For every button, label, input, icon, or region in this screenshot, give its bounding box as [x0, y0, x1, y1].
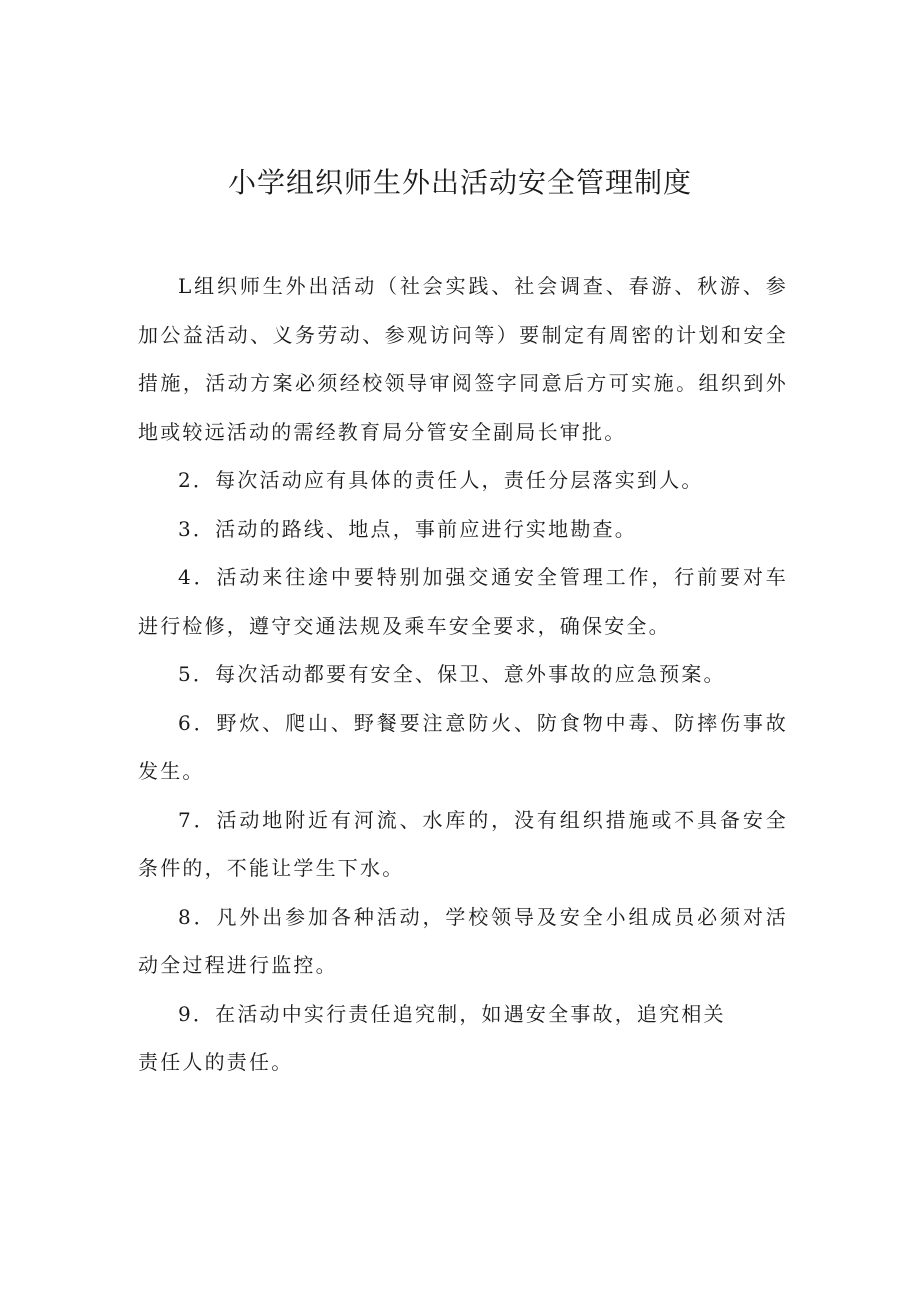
page-title: 小学组织师生外出活动安全管理制度 — [227, 166, 692, 199]
paragraph-4: 4．活动来往途中要特别加强交通安全管理工作，行前要对车进行检修，遵守交通法规及乘车安全要求，确保安全。 — [138, 565, 788, 638]
paragraph-9-continuation: 责任人的责任。 — [138, 1050, 294, 1074]
paragraph-5: 5．每次活动都要有安全、保卫、意外事故的应急预案。 — [178, 662, 726, 686]
paragraph-2: 2．每次活动应有具体的责任人，责任分层落实到人。 — [178, 468, 704, 492]
paragraph-6: 6．野炊、爬山、野餐要注意防火、防食物中毒、防摔伤事故发生。 — [138, 710, 788, 783]
paragraph-7: 7．活动地附近有河流、水库的，没有组织措施或不具备安全条件的，不能让学生下水。 — [138, 807, 788, 880]
document-body — [138, 262, 788, 1087]
paragraph-3: 3．活动的路线、地点，事前应进行实地勘查。 — [178, 516, 637, 541]
paragraph-9: 9．在活动中实行责任追究制，如遇安全事故，追究相关 — [178, 1001, 726, 1026]
paragraph-1: L组织师生外出活动（社会实践、社会调查、春游、秋游、参加公益活动、义务劳动、参观访问等）要制定有周密的计划和安全措施，活动方案必须经校领导审阅签字同意后方可实施。组织到外地或较远活动的需经教育局分管安全副局长审批。 — [138, 274, 788, 444]
paragraph-8: 8．凡外出参加各种活动，学校领导及安全小组成员必须对活动全过程进行监控。 — [138, 904, 788, 977]
